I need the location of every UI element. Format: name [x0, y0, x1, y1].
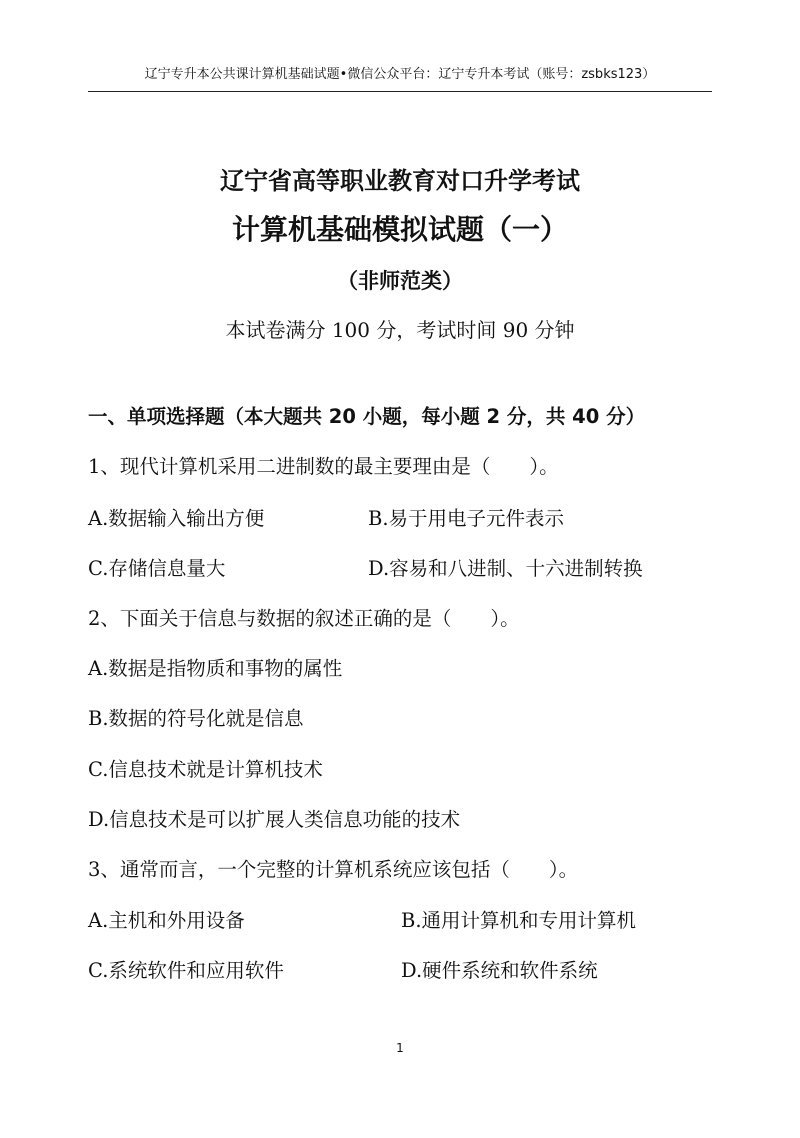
header-rule — [88, 91, 712, 92]
question-option: B.数据的符号化就是信息 — [88, 707, 304, 730]
question-option: B.通用计算机和专用计算机 — [401, 909, 637, 932]
question-stem: 3、通常而言，一个完整的计算机系统应该包括（ ）。 — [88, 858, 579, 881]
paper-category: （非师范类） — [337, 269, 463, 293]
paper-title: 计算机基础模拟试题（一） — [231, 213, 568, 246]
question-option: A.数据输入输出方便 — [88, 507, 265, 530]
question-option: D.硬件系统和软件系统 — [401, 959, 598, 982]
question-option: B.易于用电子元件表示 — [368, 507, 565, 530]
exam-info: 本试卷满分 100 分，考试时间 90 分钟 — [225, 318, 575, 342]
question-option: A.数据是指物质和事物的属性 — [88, 657, 343, 680]
running-header: 辽宁专升本公共课计算机基础试题•微信公众平台：辽宁专升本考试（账号：zsbks123） — [144, 67, 656, 82]
question-stem: 2、下面关于信息与数据的叙述正确的是（ ）。 — [88, 607, 520, 630]
question-stem: 1、现代计算机采用二进制数的最主要理由是（ ）。 — [88, 455, 559, 478]
exam-title: 辽宁省高等职业教育对口升学考试 — [220, 167, 580, 195]
page-number: 1 — [396, 1041, 404, 1055]
question-option: D.容易和八进制、十六进制转换 — [368, 557, 643, 580]
question-option: A.主机和外用设备 — [88, 909, 245, 932]
section-heading: 一、单项选择题（本大题共 20 小题，每小题 2 分，共 40 分） — [88, 405, 646, 428]
question-option: C.信息技术就是计算机技术 — [88, 758, 323, 781]
question-option: D.信息技术是可以扩展人类信息功能的技术 — [88, 808, 461, 831]
question-option: C.存储信息量大 — [88, 557, 226, 580]
question-option: C.系统软件和应用软件 — [88, 959, 284, 982]
